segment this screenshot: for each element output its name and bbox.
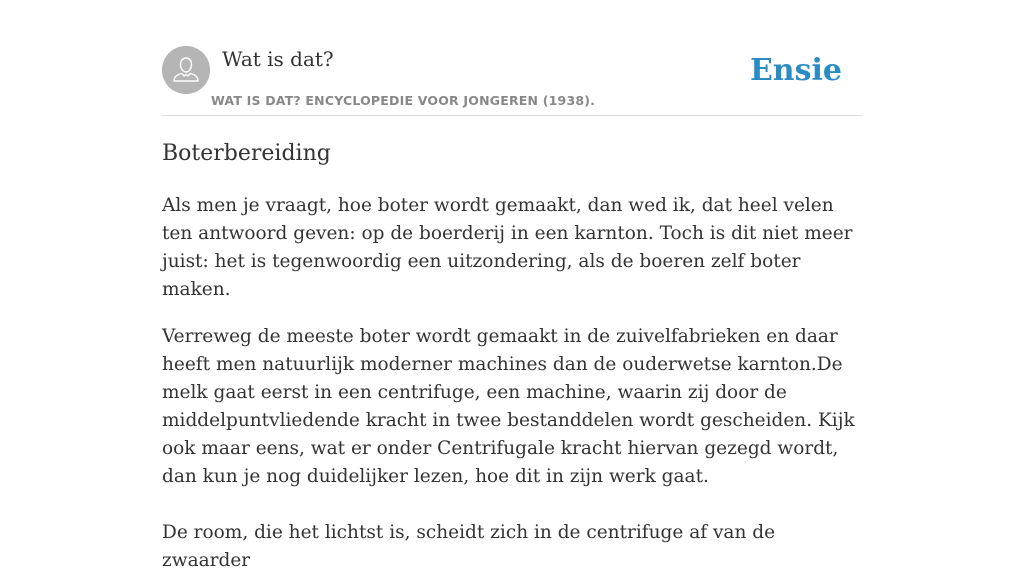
- article-body: [162, 138, 862, 575]
- article-title: Boterbereiding: [162, 141, 331, 166]
- article-paragraph: Als men je vraagt, hoe boter wordt gemaakt, dan wed ik, dat heel velen ten antwoord geven: op de boerderij in een karnton. Toch is dit niet meer juist: het is tegenwoordig een uitzondering, als de boeren zelf boter maken.: [162, 195, 853, 300]
- article-paragraph: De room, die het lichtst is, scheidt zich in de centrifuge af van de zwaarder: [162, 522, 776, 571]
- article-paragraph: Verreweg de meeste boter wordt gemaakt in de zuivelfabrieken en daar heeft men natuurlijk moderner machines dan de ouderwetse karnton.De melk gaat eerst in een centrifuge, een machine, waarin zij door de middelpuntvliedende kracht in twee bestanddelen wordt gescheiden. Kijk ook maar eens, wat er onder Centrifugale kracht hiervan gezegd wordt, dan kun je nog duidelijker lezen, hoe dit in zijn werk gaat.: [162, 326, 855, 487]
- author-avatar[interactable]: [162, 46, 210, 94]
- source-header: [162, 46, 862, 116]
- source-subtitle[interactable]: WAT IS DAT? ENCYCLOPEDIE VOOR JONGEREN (1938).: [211, 93, 596, 108]
- brand-logo-link[interactable]: Ensie: [749, 53, 842, 88]
- user-silhouette-icon: [162, 46, 210, 94]
- source-title[interactable]: Wat is dat?: [222, 47, 334, 71]
